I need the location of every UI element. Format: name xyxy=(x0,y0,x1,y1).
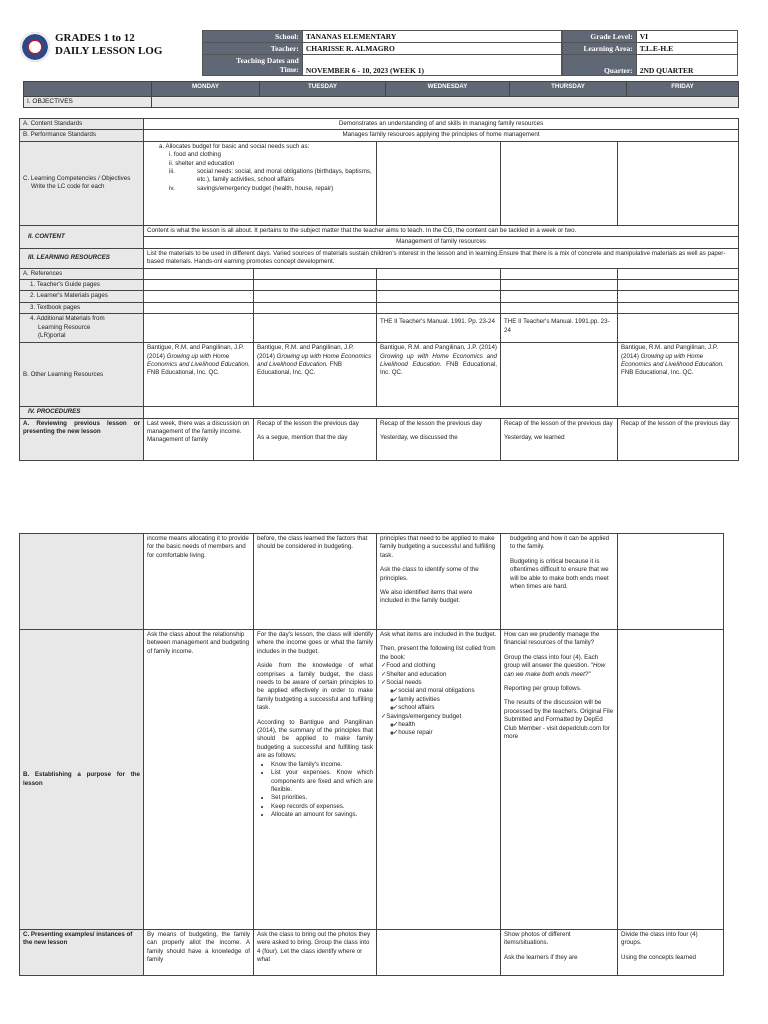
purpose-mon: Ask the class about the relationship between management and budgeting of family income. xyxy=(144,630,254,930)
lm-tue xyxy=(254,291,377,302)
day-thursday: THURSDAY xyxy=(510,82,627,97)
examples-mon: By means of budgeting, the family can properly allot the income. A family should have a knowledge of family xyxy=(144,930,254,976)
content-standards-value: Demonstrates an understanding of and skills in managing family resources xyxy=(144,119,739,130)
am-mon xyxy=(144,314,254,343)
content-standards-label: A. Content Standards xyxy=(20,119,144,130)
day-tuesday: TUESDAY xyxy=(260,82,386,97)
review-mon: Last week, there was a discussion on management of the family income. Management of family xyxy=(144,418,254,460)
day-monday: MONDAY xyxy=(152,82,260,97)
lesson-table-part-1 xyxy=(19,118,739,461)
review-wed: Recap of the lesson the previous day Yesterday, we discussed the xyxy=(377,418,501,460)
purpose-wed: Ask what items are included in the budget. Then, present the following list culled from the book: ✓ Food and clothing ✓ Shelter and education ✓ Social needs ✓ ◦ social and moral obligations ✓ ◦ family activities ✓ ◦ school affairs ✓ Savings/emergency budget ✓ ◦ health ✓ ◦ house repair xyxy=(377,630,501,930)
header-left-table xyxy=(202,30,562,76)
references-mon xyxy=(144,268,254,279)
other-resources-fri: Bantigue, R.M. and Pangilinan, J.P. (2014) Growing up with Home Economics and Livelihood Education. FNB Educational, Inc. QC. xyxy=(618,343,739,407)
purpose-fri xyxy=(618,630,724,930)
references-fri xyxy=(618,268,739,279)
purpose-label: B. Establishing a purpose for the lesson xyxy=(20,630,144,930)
competencies-value: a. Allocates budget for basic and social needs such as: i. food and clothing ii. shelter and education iii. social needs: social, and moral obligations (birthdays, baptisms, etc.), family activities, school affairs iv. savings/emergency budget (health, house, repair) xyxy=(144,141,377,225)
learners-materials-label: 2. Learner's Materials pages xyxy=(20,291,144,302)
am-thu: THE II Teacher's Manual. 1991.pp. 23-24 xyxy=(501,314,618,343)
am-tue xyxy=(254,314,377,343)
purpose-thu: How can we prudently manage the financial resources of the family? Group the class into four (4). Each group will answer the question. "How can we make both ends meet?" Reporting per group follows. The results of the discussion will be processed by the teachers. Original File Submitted and Formatted by DepEd Club Member - visit depedclub.com for more xyxy=(501,630,618,930)
references-tue xyxy=(254,268,377,279)
quarter-label: Quarter: xyxy=(563,55,637,76)
am-wed: THE II Teacher's Manual. 1991. Pp. 23-24 xyxy=(377,314,501,343)
review-tue: Recap of the lesson the previous day As a segue, mention that the day xyxy=(254,418,377,460)
other-resources-label: B. Other Learning Resources xyxy=(20,343,144,407)
budget-items-list: ✓ Food and clothing ✓ Shelter and education ✓ Social needs ✓ ◦ social and moral obligations ✓ ◦ family activities ✓ ◦ school affairs ✓ Savings/emergency budget ✓ ◦ health ✓ ◦ house repair xyxy=(380,662,497,738)
references-thu xyxy=(501,268,618,279)
competencies-fri xyxy=(618,141,739,225)
teachers-guide-label: 1. Teacher's Guide pages xyxy=(20,280,144,291)
area-label: Learning Area: xyxy=(563,43,637,55)
objectives-label: I. OBJECTIVES xyxy=(24,97,152,108)
tg-wed xyxy=(377,280,501,291)
content-note: Content is what the lesson is all about. It pertains to the subject matter that the teacher aims to teach. In the CG, the content can be tackled in a week or two. xyxy=(144,225,739,236)
content-label: II. CONTENT xyxy=(20,225,144,248)
deped-seal-icon xyxy=(20,32,50,62)
references-wed xyxy=(377,268,501,279)
review-thu: Recap of the lesson of the previous day Yesterday, we learned xyxy=(501,418,618,460)
log-title: DAILY LESSON LOG xyxy=(55,45,163,57)
principles-list: • Know the family's income. • List your expenses. Know which components are fixed and which are flexible. • Set priorities. • Keep records of expenses. • Allocate an amount for savings. xyxy=(257,761,373,820)
other-resources-wed: Bantigue, R.M. and Pangilinan, J.P. (2014) Growing up with Home Economics and Livelihood Education. FNB Educational, Inc. QC. xyxy=(377,343,501,407)
tg-fri xyxy=(618,280,739,291)
lm-thu xyxy=(501,291,618,302)
competencies-label: C. Learning Competencies / Objectives Write the LC code for each xyxy=(20,141,144,225)
teacher-value: CHARISSE R. ALMAGRO xyxy=(302,43,561,55)
procedures-row xyxy=(144,407,739,418)
review-cont-fri xyxy=(618,534,724,630)
performance-standards-value: Manages family resources applying the principles of home management xyxy=(144,130,739,141)
dates-value: NOVEMBER 6 - 10, 2023 (WEEK 1) xyxy=(302,55,561,76)
textbook-pages-label: 3. Textbook pages xyxy=(20,302,144,313)
tg-tue xyxy=(254,280,377,291)
day-header-table xyxy=(23,81,739,108)
tb-tue xyxy=(254,302,377,313)
day-header-blank xyxy=(24,82,152,97)
additional-materials-label: 4. Additional Materials from Learning Resource (LR)portal xyxy=(20,314,144,343)
grades-title: GRADES 1 to 12 xyxy=(55,32,135,44)
review-cont-wed: principles that need to be applied to make family budgeting a successful and fulfilling task. Ask the class to identify some of the principles. We also identified items that were included in the family budget. xyxy=(377,534,501,630)
examples-tue: Ask the class to bring out the photos they were asked to bring. Group the class into 4 (four). Let the class identify where or what xyxy=(254,930,377,976)
dates-label: Teaching Dates and Time: xyxy=(203,55,303,76)
lm-wed xyxy=(377,291,501,302)
learning-resources-label: III. LEARNING RESOURCES xyxy=(20,248,144,268)
reviewing-label: A. Reviewing previous lesson or presenting the new lesson xyxy=(20,418,144,460)
performance-standards-label: B. Performance Standards xyxy=(20,130,144,141)
quarter-value: 2ND QUARTER xyxy=(636,55,737,76)
lm-mon xyxy=(144,291,254,302)
procedures-label: IV. PROCEDURES xyxy=(20,407,144,418)
competencies-thu xyxy=(501,141,618,225)
lesson-table-part-2 xyxy=(19,533,724,976)
header xyxy=(20,30,738,74)
other-resources-thu xyxy=(501,343,618,407)
day-friday: FRIDAY xyxy=(627,82,739,97)
school-label: School: xyxy=(203,31,303,43)
competencies-wed xyxy=(377,141,501,225)
tg-mon xyxy=(144,280,254,291)
review-cont-thu: budgeting and how it can be applied to the family. Budgeting is critical because it is oftentimes difficult to ensure that we will be able to make both ends meet when times are hard. xyxy=(501,534,618,630)
tb-thu xyxy=(501,302,618,313)
grade-label: Grade Level: xyxy=(563,31,637,43)
header-right-table xyxy=(562,30,738,76)
tb-mon xyxy=(144,302,254,313)
school-value: TANANAS ELEMENTARY xyxy=(302,31,561,43)
area-value: T.L.E-H.E xyxy=(636,43,737,55)
other-resources-mon: Bantigue, R.M. and Pangilinan, J.P. (2014) Growing up with Home Economics and Livelihood Education. FNB Educational, Inc. QC. xyxy=(144,343,254,407)
tg-thu xyxy=(501,280,618,291)
examples-label: C. Presenting examples/ instances of the new lesson xyxy=(20,930,144,976)
examples-thu: Show photos of different items/situations. Ask the learners if they are xyxy=(501,930,618,976)
review-continued-label xyxy=(20,534,144,630)
teacher-label: Teacher: xyxy=(203,43,303,55)
review-cont-tue: before, the class learned the factors that should be considered in budgeting. xyxy=(254,534,377,630)
examples-wed xyxy=(377,930,501,976)
day-wednesday: WEDNESDAY xyxy=(386,82,510,97)
review-fri: Recap of the lesson of the previous day xyxy=(618,418,739,460)
other-resources-tue: Bantigue, R.M. and Pangilinan, J.P. (2014) Growing up with Home Economics and Livelihood Education. FNB Educational, Inc. QC. xyxy=(254,343,377,407)
lm-fri xyxy=(618,291,739,302)
purpose-tue: For the day's lesson, the class will identify where the income goes or what the family includes in the budget. Aside from the knowledge of what comprises a family budget, the class needs to be aware of certain principles to be applied effectively in order to make family budgeting a successful and fulfilling task. According to Bantigue and Pangilinan (2014), the summary of the principles that should be applied to make family budgeting a successful and fulfilling task are as follows: • Know the family's income. • List your expenses. Know which components are fixed and which are flexible. • Set priorities. • Keep records of expenses. • Allocate an amount for savings. xyxy=(254,630,377,930)
examples-fri: Divide the class into four (4) groups. Using the concepts learned xyxy=(618,930,724,976)
objectives-row xyxy=(152,97,739,108)
grade-value: VI xyxy=(636,31,737,43)
review-cont-mon: income means allocating it to provide for the basic needs of members and for comfortable living. xyxy=(144,534,254,630)
references-label: A. References xyxy=(20,268,144,279)
tb-fri xyxy=(618,302,739,313)
document-title xyxy=(55,32,162,58)
am-fri xyxy=(618,314,739,343)
content-value: Management of family resources xyxy=(144,237,739,248)
learning-resources-note: List the materials to be used in different days. Varied sources of materials sustain children's interest in the lesson and in learning.Ensure that there is a mix of concrete and manipulative materials as well as paper-based materials. Hands-onl earning promotes concept development. xyxy=(144,248,739,268)
tb-wed xyxy=(377,302,501,313)
